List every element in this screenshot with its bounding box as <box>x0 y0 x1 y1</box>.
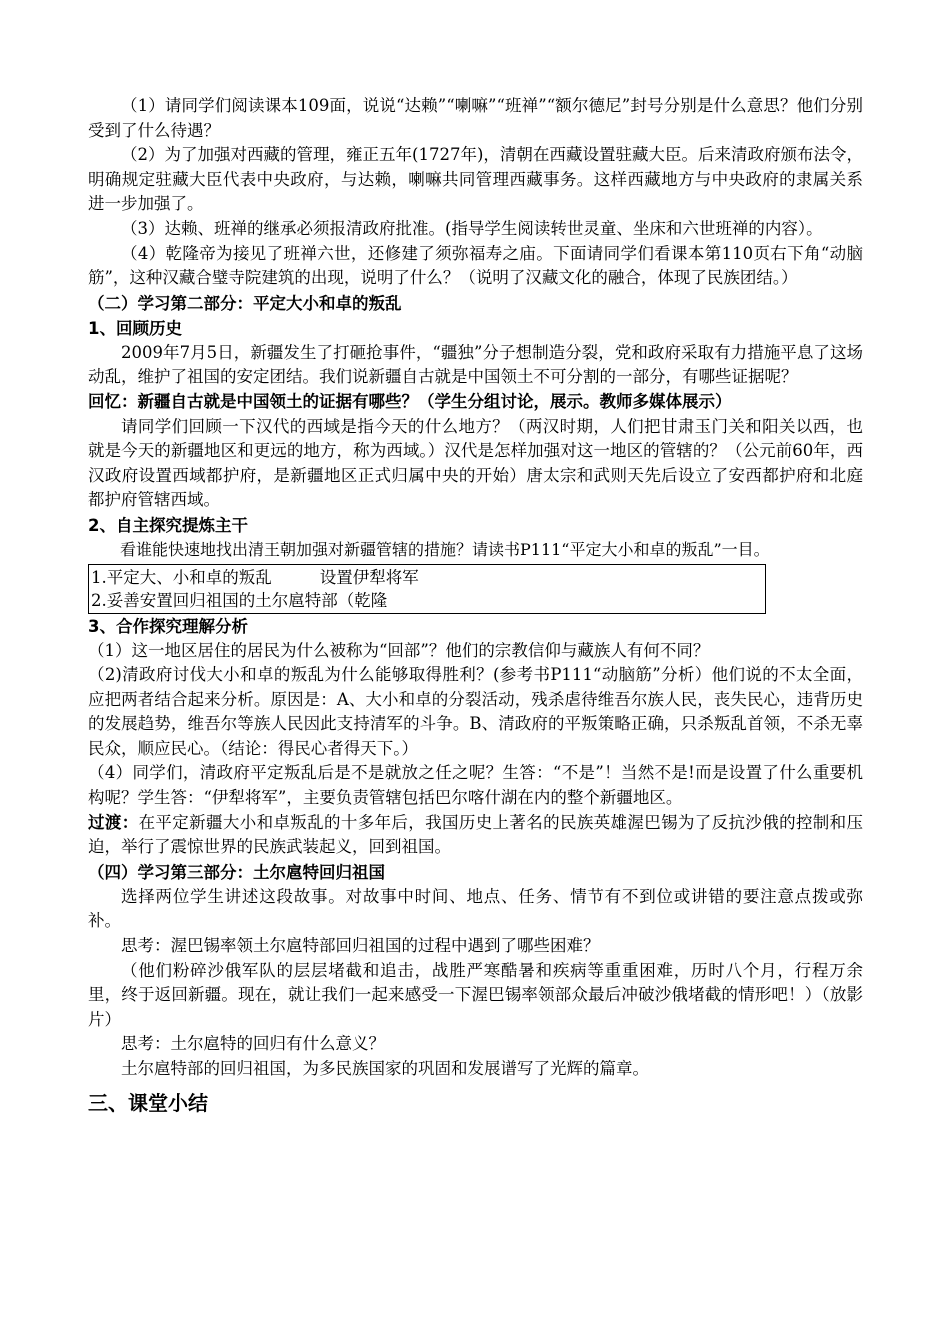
recall-question: 新疆自古就是中国领土的证据有哪些？（学生分组讨论，展示。教师多媒体展示） <box>137 391 732 411</box>
think-question-1: 思考：渥巴锡率领土尔扈特部回归祖国的过程中遇到了哪些困难？ <box>121 936 600 956</box>
subsection-title-2: 2、自主探究提炼主干 <box>88 515 248 535</box>
section-heading-part3: （四）学习第三部分：土尔扈特回归祖国 <box>88 862 385 882</box>
think-question-2: 思考：土尔扈特的回归有什么意义？ <box>121 1034 385 1054</box>
think-answer-1: （他们粉碎沙俄军队的层层堵截和追击，战胜严寒酷暑和疾病等重重困难，历时八个月，行程万余里，终于返回新疆。现在，就让我们一起来感受一下渥巴锡率领部众最后冲破沙俄堵截的情形吧！）（放影片） <box>88 960 863 1029</box>
coop-question-1: （1）这一地区居住的居民为什么被称为“回部”？他们的宗教信仰与藏族人有何不同？ <box>88 640 710 660</box>
story-instruction: 选择两位学生讲述这段故事。对故事中时间、地点、任务、情节有不到位或讲错的要注意点拨或弥补。 <box>88 886 863 931</box>
document-page <box>88 94 863 1118</box>
explore-text: 看谁能快速地找出清王朝加强对新疆管辖的措施？请读书P111“平定大小和卓的叛乱”一目。 <box>120 539 770 559</box>
subsection-title-3: 3、合作探究理解分析 <box>88 616 248 636</box>
box-line-1 <box>91 566 761 590</box>
section-heading-part2: （二）学习第二部分：平定大小和卓的叛乱 <box>88 293 402 313</box>
recall-label: 回忆： <box>88 391 138 411</box>
subsection-title-1: 1、回顾历史 <box>88 318 182 338</box>
recall-line <box>88 390 863 415</box>
question-3: （3）达赖、班禅的继承必须报清政府批准。(指导学生阅读转世灵童、坐床和六世班禅的内容）。 <box>121 218 823 238</box>
question-1: （1）请同学们阅读课本109面，说说“达赖”“喇嘛”“班禅”“额尔德尼”封号分别是什么意思？他们分别受到了什么待遇？ <box>88 96 863 140</box>
recall-body: 请同学们回顾一下汉代的西域是指今天的什么地方？（两汉时期，人们把甘肃玉门关和阳关以西，也就是今天的新疆地区和更远的地方，称为西域。）汉代是怎样加强对这一地区的管辖的？（公元前60年，西汉政府设置西域都护府，是新疆地区正式归属中央的开始）唐太宗和武则天先后设立了安西都护府和北庭都护府管辖西域。 <box>88 416 863 510</box>
box-item-1b: 设置伊犁将军 <box>319 567 419 587</box>
summary-box <box>88 564 766 614</box>
question-4: （4）乾隆帝为接见了班禅六世，还修建了须弥福寿之庙。下面请同学们看课本第110页右下角“动脑筋”，这种汉藏合璧寺院建筑的出现，说明了什么？（说明了汉藏文化的融合，体现了民族团结。） <box>88 243 863 288</box>
review-history-text: 2009年7月5日，新疆发生了打砸抢事件，“疆独”分子想制造分裂，党和政府采取有力措施平息了这场动乱，维护了祖国的安定团结。我们说新疆自古就是中国领土不可分割的一部分，有哪些证据呢？ <box>88 342 863 387</box>
box-line-2: 2.妥善安置回归祖国的土尔扈特部（乾隆 <box>91 591 388 610</box>
coop-question-2: （2)清政府讨伐大小和卓的叛乱为什么能够取得胜利？(参考书P111“动脑筋”分析）他们说的不太全面，应把两者结合起来分析。原因是：A、大小和卓的分裂活动，残杀虐待维吾尔族人民，丧失民心，违背历史的发展趋势，维吾尔等族人民因此支持清军的斗争。B、清政府的平叛策略正确，只杀叛乱首领，不杀无辜民众，顺应民心。（结论：得民心者得天下。） <box>88 665 863 758</box>
coop-question-4: （4）同学们，清政府平定叛乱后是不是就放之任之呢？生答：“不是”！当然不是!而是设置了什么重要机构呢？学生答：“伊犁将军”，主要负责管辖包括巴尔喀什湖在内的整个新疆地区。 <box>88 763 863 808</box>
transition-line <box>88 811 863 860</box>
question-2: （2）为了加强对西藏的管理，雍正五年(1727年)，清朝在西藏设置驻藏大臣。后来清政府颁布法令，明确规定驻藏大臣代表中央政府，与达赖，喇嘛共同管理西藏事务。这样西藏地方与中央政府的隶属关系进一步加强了。 <box>88 145 863 214</box>
box-item-1: 1.平定大、小和卓的叛乱 <box>91 567 272 587</box>
transition-label: 过渡： <box>88 812 139 832</box>
class-summary-heading: 三、课堂小结 <box>88 1090 208 1115</box>
transition-text: 在平定新疆大小和卓叛乱的十多年后，我国历史上著名的民族英雄渥巴锡为了反抗沙俄的控制和压迫，举行了震惊世界的民族武装起义，回到祖国。 <box>88 812 864 857</box>
think-answer-2: 土尔扈特部的回归祖国，为多民族国家的巩固和发展谱写了光辉的篇章。 <box>121 1059 649 1078</box>
